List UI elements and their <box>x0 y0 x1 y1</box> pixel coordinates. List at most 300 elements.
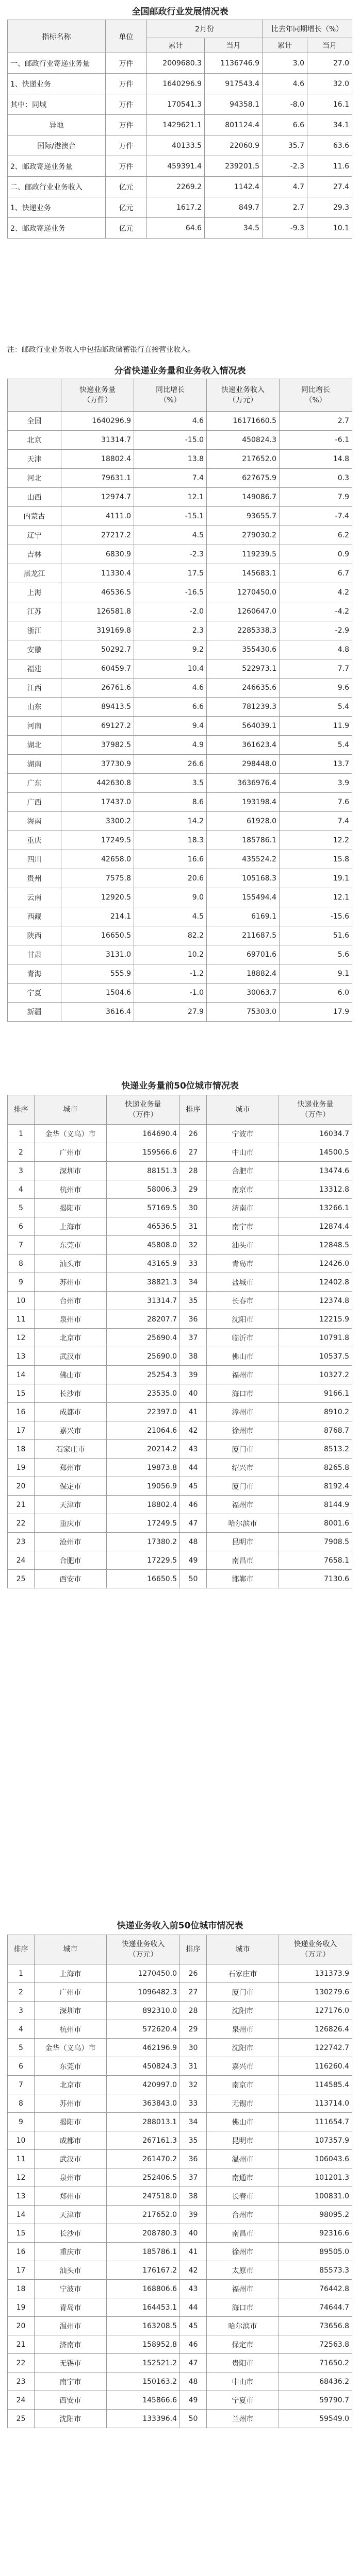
table-row <box>8 1477 352 1496</box>
table-cell: 天津 <box>8 450 61 469</box>
table-row <box>8 197 352 218</box>
table-cell: -2.9 <box>280 621 352 640</box>
table-row <box>8 1459 352 1477</box>
table-cell: 107357.9 <box>279 2131 352 2150</box>
table-cell: 22 <box>8 2354 35 2372</box>
table-cell: 39 <box>180 2206 207 2224</box>
summary-cumulative-cell: 40133.5 <box>147 135 205 156</box>
summary-month-cell: 849.7 <box>205 197 263 218</box>
table-cell: 25254.3 <box>107 1366 180 1384</box>
table-cell: 50 <box>180 1570 207 1588</box>
summary-unit-cell: 万件 <box>106 135 147 156</box>
table-cell: 11.9 <box>280 717 352 736</box>
table-cell: 江西 <box>8 679 61 698</box>
table-cell: 31 <box>180 2057 207 2076</box>
table-cell: 福州市 <box>207 1366 279 1384</box>
table-row <box>8 812 352 831</box>
table-row <box>8 2280 352 2298</box>
table-cell: 长沙市 <box>35 2224 107 2243</box>
summary-month-cell: 917543.4 <box>205 74 263 94</box>
table-cell: -16.5 <box>134 583 207 602</box>
table-cell: 37730.9 <box>61 755 134 774</box>
table-row <box>8 1143 352 1162</box>
table-cell: 7130.6 <box>279 1570 352 1588</box>
table-cell: 吉林 <box>8 545 61 564</box>
table-row <box>8 1551 352 1570</box>
table-cell: 南京市 <box>207 1180 279 1199</box>
table-cell: 5 <box>8 2039 35 2057</box>
table-cell: 38 <box>180 2187 207 2206</box>
table-cell: 长春市 <box>207 1292 279 1310</box>
table-header-row <box>8 1095 352 1125</box>
table-cell: 247518.0 <box>107 2187 180 2206</box>
table-cell: 10537.5 <box>279 1347 352 1366</box>
table-cell: 28 <box>180 2002 207 2020</box>
table-cell: 保定市 <box>35 1477 107 1496</box>
table-cell: 南宁市 <box>207 1217 279 1236</box>
table-cell: 35 <box>180 2131 207 2150</box>
table-cell: 11 <box>8 2150 35 2168</box>
table-row <box>8 1003 352 1022</box>
table-row <box>8 1273 352 1292</box>
table-cell: 627675.9 <box>207 469 280 488</box>
table-cell: 10327.2 <box>279 1366 352 1384</box>
table-cell: 4111.0 <box>61 507 134 526</box>
table-row <box>8 945 352 964</box>
table-cell: 149086.7 <box>207 488 280 507</box>
table-row <box>8 1199 352 1217</box>
table-row <box>8 1421 352 1440</box>
table-cell: 20.6 <box>134 869 207 888</box>
table-cell: 26761.6 <box>61 679 134 698</box>
summary-unit-cell: 亿元 <box>106 197 147 218</box>
table-cell: 11330.4 <box>61 564 134 583</box>
table-row <box>8 2094 352 2113</box>
table-cell: 30063.7 <box>207 984 280 1003</box>
table-cell: 41 <box>180 2243 207 2261</box>
rank-revenue-table <box>7 1935 352 2428</box>
table-cell: 42 <box>180 1421 207 1440</box>
table-cell: 74644.7 <box>279 2298 352 2317</box>
table-cell: 盐城市 <box>207 1273 279 1292</box>
table-cell: 26 <box>180 1964 207 1983</box>
table-cell: 17229.5 <box>107 1551 180 1570</box>
column-header: 排序 <box>180 1935 207 1964</box>
table-cell: 61928.0 <box>207 812 280 831</box>
summary-unit-cell: 万件 <box>106 156 147 177</box>
table-row <box>8 2224 352 2243</box>
table-cell: 0.3 <box>280 469 352 488</box>
table-cell: 252406.5 <box>107 2168 180 2187</box>
table-cell: 19873.8 <box>107 1459 180 1477</box>
table-cell: 河北 <box>8 469 61 488</box>
table-cell: -15.1 <box>134 507 207 526</box>
table-row <box>8 984 352 1003</box>
table-cell: 106043.6 <box>279 2150 352 2168</box>
table-row <box>8 1236 352 1255</box>
table-cell: -7.4 <box>280 507 352 526</box>
table-cell: 海南 <box>8 812 61 831</box>
table-cell: 25690.0 <box>107 1347 180 1366</box>
table-row <box>8 469 352 488</box>
summary-indicator-cell: 二、邮政行业业务收入 <box>8 177 106 197</box>
table-cell: 4.6 <box>134 679 207 698</box>
table-cell: 16 <box>8 2243 35 2261</box>
table-cell: 69127.2 <box>61 717 134 736</box>
summary-yoy-cumulative-cell: 6.6 <box>263 115 307 135</box>
table-cell: 51.6 <box>280 926 352 945</box>
table-cell: 145683.1 <box>207 564 280 583</box>
table-cell: 33 <box>180 1255 207 1273</box>
table-cell: 73656.8 <box>279 2317 352 2335</box>
table-cell: 1 <box>8 1964 35 1983</box>
table-cell: 重庆市 <box>35 2243 107 2261</box>
table-row <box>8 74 352 94</box>
table-cell: 8768.7 <box>279 1421 352 1440</box>
table-cell: 兰州市 <box>207 2410 279 2428</box>
table-cell: 12.1 <box>134 488 207 507</box>
table-cell: 石家庄市 <box>35 1440 107 1459</box>
header-yoy-group: 比去年同期增长（%） <box>263 20 352 38</box>
column-header: 排序 <box>180 1095 207 1125</box>
summary-table <box>7 20 352 239</box>
table-cell: 4.2 <box>280 583 352 602</box>
table-cell: 105168.3 <box>207 869 280 888</box>
table-row <box>8 717 352 736</box>
table-cell: 2285338.3 <box>207 621 280 640</box>
table-cell: 29 <box>180 1180 207 1199</box>
table-cell: 18882.4 <box>207 964 280 984</box>
table-cell: 山西 <box>8 488 61 507</box>
summary-yoy-cumulative-cell: -9.3 <box>263 218 307 239</box>
table-cell: 288013.1 <box>107 2113 180 2131</box>
table-cell: 2 <box>8 1143 35 1162</box>
table-cell: 12 <box>8 2168 35 2187</box>
table-cell: 徐州市 <box>207 1421 279 1440</box>
table-cell: 150163.2 <box>107 2372 180 2391</box>
table-cell: 36 <box>180 2150 207 2168</box>
column-header: 排序 <box>8 1935 35 1964</box>
table-cell: 郑州市 <box>35 1459 107 1477</box>
table-cell: 合肥市 <box>207 1162 279 1180</box>
table-row <box>8 2187 352 2206</box>
table-cell: 7 <box>8 1236 35 1255</box>
table-cell: 6169.1 <box>207 907 280 926</box>
table-cell: 19 <box>8 2298 35 2317</box>
table-cell: 福州市 <box>207 1496 279 1514</box>
summary-indicator-cell: 国际/港澳台 <box>8 135 106 156</box>
table-cell: 75303.0 <box>207 1003 280 1022</box>
table-cell: 海口市 <box>207 2298 279 2317</box>
table-cell: 漳州市 <box>207 1403 279 1421</box>
summary-yoy-cumulative-cell: 35.7 <box>263 135 307 156</box>
table-cell: 温州市 <box>35 2317 107 2335</box>
table-cell: 6.0 <box>280 984 352 1003</box>
table-cell: 442630.8 <box>61 774 134 793</box>
table-cell: 214.1 <box>61 907 134 926</box>
table-cell: 福建 <box>8 659 61 679</box>
table-cell: 4 <box>8 1180 35 1199</box>
table-cell: 32 <box>180 1236 207 1255</box>
column-header: 快递业务收入 （万元） <box>107 1935 180 1964</box>
table-cell: 21064.6 <box>107 1421 180 1440</box>
table-cell: 58006.3 <box>107 1180 180 1199</box>
table-cell: 27.9 <box>134 1003 207 1022</box>
table-row <box>8 1255 352 1273</box>
table-cell: 昆明市 <box>207 1533 279 1551</box>
table-row <box>8 115 352 135</box>
table-cell: 8192.4 <box>279 1477 352 1496</box>
table-cell: 10 <box>8 1292 35 1310</box>
table-row <box>8 2020 352 2039</box>
table-cell: 131373.9 <box>279 1964 352 1983</box>
table-cell: 126826.4 <box>279 2020 352 2039</box>
table-cell: 12.2 <box>280 831 352 850</box>
table-cell: 上海市 <box>35 1217 107 1236</box>
table-cell: 青海 <box>8 964 61 984</box>
table-cell: 60459.7 <box>61 659 134 679</box>
table-cell: 30 <box>180 1199 207 1217</box>
table-cell: 6.7 <box>280 564 352 583</box>
summary-note: 注：邮政行业业务收入中包括邮政储蓄银行直接营业收入。 <box>7 346 195 354</box>
summary-unit-cell: 万件 <box>106 94 147 115</box>
table-cell: 40 <box>180 2224 207 2243</box>
table-cell: 7.6 <box>280 793 352 812</box>
table-row <box>8 679 352 698</box>
table-cell: 3.9 <box>280 774 352 793</box>
table-cell: 北京市 <box>35 2076 107 2094</box>
table-row <box>8 564 352 583</box>
table-cell: 159566.6 <box>107 1143 180 1162</box>
table-cell: 155494.4 <box>207 888 280 907</box>
table-row <box>8 602 352 621</box>
table-cell: 27 <box>180 1983 207 2002</box>
table-cell: 12974.7 <box>61 488 134 507</box>
table-cell: 石家庄市 <box>207 1964 279 1983</box>
table-cell: 4.5 <box>134 526 207 545</box>
table-cell: 21 <box>8 2335 35 2354</box>
table-row <box>8 2150 352 2168</box>
table-cell: 35 <box>180 1292 207 1310</box>
table-row <box>8 1570 352 1588</box>
table-cell: 34 <box>180 1273 207 1292</box>
summary-yoy-month-cell: 10.1 <box>307 218 352 239</box>
table-row <box>8 774 352 793</box>
table-row <box>8 507 352 526</box>
table-cell: 40 <box>180 1384 207 1403</box>
table-cell: 17 <box>8 2261 35 2280</box>
table-cell: 46536.5 <box>107 1217 180 1236</box>
table-cell: 太原市 <box>207 2261 279 2280</box>
table-cell: 成都市 <box>35 1403 107 1421</box>
table-cell: 6 <box>8 1217 35 1236</box>
table-cell: 20 <box>8 2317 35 2335</box>
table-row <box>8 218 352 239</box>
table-cell: 南昌市 <box>207 2224 279 2243</box>
table-cell: 北京市 <box>35 1329 107 1347</box>
table-cell: 44 <box>180 1459 207 1477</box>
table-cell: 116260.4 <box>279 2057 352 2076</box>
table-cell: 9 <box>8 2113 35 2131</box>
table-row <box>8 1533 352 1551</box>
summary-unit-cell: 万件 <box>106 53 147 74</box>
summary-cumulative-cell: 170541.3 <box>147 94 205 115</box>
table-cell: 天津市 <box>35 1496 107 1514</box>
table-cell: 宁波市 <box>35 2280 107 2298</box>
table-row <box>8 1162 352 1180</box>
table-cell: 6.2 <box>280 526 352 545</box>
table-row <box>8 2113 352 2131</box>
column-header: 同比增长 （%） <box>280 379 352 412</box>
table-row <box>8 2391 352 2410</box>
table-cell: 哈尔滨市 <box>207 2317 279 2335</box>
table-cell: 27217.2 <box>61 526 134 545</box>
table-cell: 246635.6 <box>207 679 280 698</box>
table-cell: 39 <box>180 1366 207 1384</box>
table-cell: 16 <box>8 1403 35 1421</box>
table-header-row <box>8 1935 352 1964</box>
table-cell: 47 <box>180 2354 207 2372</box>
table-cell: -4.2 <box>280 602 352 621</box>
table-row <box>8 1496 352 1514</box>
table-cell: 17.5 <box>134 564 207 583</box>
table-cell: 3636976.4 <box>207 774 280 793</box>
table-row <box>8 831 352 850</box>
table-cell: 厦门市 <box>207 1983 279 2002</box>
table-cell: 20 <box>8 1477 35 1496</box>
summary-yoy-cumulative-cell: 4.7 <box>263 177 307 197</box>
table-cell: 佛山市 <box>35 1366 107 1384</box>
table-cell: 汕头市 <box>35 1255 107 1273</box>
table-row <box>8 1347 352 1366</box>
table-cell: 上海 <box>8 583 61 602</box>
table-cell: 沧州市 <box>35 1533 107 1551</box>
table-cell: -6.1 <box>280 431 352 450</box>
summary-yoy-month-cell: 11.6 <box>307 156 352 177</box>
table-row <box>8 1125 352 1143</box>
table-row <box>8 135 352 156</box>
table-cell: 山东 <box>8 698 61 717</box>
table-cell: 绍兴市 <box>207 1459 279 1477</box>
table-cell: 28207.7 <box>107 1310 180 1329</box>
table-cell: 8.6 <box>134 793 207 812</box>
table-cell: 东莞市 <box>35 1236 107 1255</box>
table-cell: 济南市 <box>35 2335 107 2354</box>
table-cell: 湖南 <box>8 755 61 774</box>
table-cell: 江苏 <box>8 602 61 621</box>
table-cell: 45808.0 <box>107 1236 180 1255</box>
table-cell: 5.4 <box>280 698 352 717</box>
table-cell: 9.0 <box>134 888 207 907</box>
table-cell: 100831.0 <box>279 2187 352 2206</box>
table-cell: 中山市 <box>207 2372 279 2391</box>
table-row <box>8 94 352 115</box>
table-cell: 9.6 <box>280 679 352 698</box>
table-cell: 114585.4 <box>279 2076 352 2094</box>
table-cell: 8513.2 <box>279 1440 352 1459</box>
table-cell: 127176.0 <box>279 2002 352 2020</box>
table-cell: 185786.1 <box>107 2243 180 2261</box>
table-cell: 泉州市 <box>207 2020 279 2039</box>
table-cell: 13266.1 <box>279 1199 352 1217</box>
table-cell: 28 <box>180 1162 207 1180</box>
table-cell: 1270450.0 <box>107 1964 180 1983</box>
summary-unit-cell: 万件 <box>106 115 147 135</box>
table-cell: 贵州 <box>8 869 61 888</box>
table-cell: 462196.9 <box>107 2039 180 2057</box>
table-row <box>8 1440 352 1459</box>
table-cell: 青岛市 <box>207 1255 279 1273</box>
table-cell: 45 <box>180 2317 207 2335</box>
table-cell: 12874.4 <box>279 1217 352 1236</box>
table-row <box>8 1384 352 1403</box>
table-cell: 西安市 <box>35 1570 107 1588</box>
table-cell: 四川 <box>8 850 61 869</box>
table-cell: 18.3 <box>134 831 207 850</box>
table-cell: 26.6 <box>134 755 207 774</box>
table-row <box>8 2039 352 2057</box>
table-cell: 10791.8 <box>279 1329 352 1347</box>
table-cell: 31314.7 <box>61 431 134 450</box>
table-cell: 东莞市 <box>35 2057 107 2076</box>
table-cell: 1504.6 <box>61 984 134 1003</box>
table-cell: 19 <box>8 1459 35 1477</box>
table-cell: 12402.8 <box>279 1273 352 1292</box>
table-cell: 2.3 <box>134 621 207 640</box>
table-cell: -2.0 <box>134 602 207 621</box>
summary-indicator-cell: 1、快递业务 <box>8 74 106 94</box>
table-row <box>8 755 352 774</box>
table-cell: 深圳市 <box>35 1162 107 1180</box>
table-cell: 168806.6 <box>107 2280 180 2298</box>
table-cell: 8910.2 <box>279 1403 352 1421</box>
table-row <box>8 1983 352 2002</box>
table-row <box>8 488 352 507</box>
table-cell: 217652.0 <box>107 2206 180 2224</box>
table-cell: 92316.6 <box>279 2224 352 2243</box>
table-cell: 119239.5 <box>207 545 280 564</box>
table-cell: 17.9 <box>280 1003 352 1022</box>
summary-month-cell: 1142.4 <box>205 177 263 197</box>
table-row <box>8 412 352 431</box>
table-cell: 9.1 <box>280 964 352 984</box>
column-header: 城市 <box>207 1935 279 1964</box>
table-cell: 261470.2 <box>107 2150 180 2168</box>
summary-unit-cell: 亿元 <box>106 177 147 197</box>
table-cell: 164453.1 <box>107 2298 180 2317</box>
table-cell: 云南 <box>8 888 61 907</box>
summary-indicator-cell: 一、邮政行业寄递业务量 <box>8 53 106 74</box>
table-cell: 8144.9 <box>279 1496 352 1514</box>
table-cell: 89413.5 <box>61 698 134 717</box>
table-cell: 甘肃 <box>8 945 61 964</box>
table-row <box>8 53 352 74</box>
table-row <box>8 2317 352 2335</box>
table-cell: 6.6 <box>134 698 207 717</box>
table-cell: 130279.6 <box>279 1983 352 2002</box>
summary-month-cell: 22060.9 <box>205 135 263 156</box>
table-cell: 宁夏 <box>8 984 61 1003</box>
table-cell: 14.8 <box>280 450 352 469</box>
table-cell: -15.0 <box>134 431 207 450</box>
table-row <box>8 2168 352 2187</box>
table-cell: 25 <box>8 1570 35 1588</box>
table-cell: 南京市 <box>207 2076 279 2094</box>
table-cell: 全国 <box>8 412 61 431</box>
table-cell: 14.2 <box>134 812 207 831</box>
column-header: 快递业务量 （万件） <box>107 1095 180 1125</box>
table-cell: 徐州市 <box>207 2243 279 2261</box>
